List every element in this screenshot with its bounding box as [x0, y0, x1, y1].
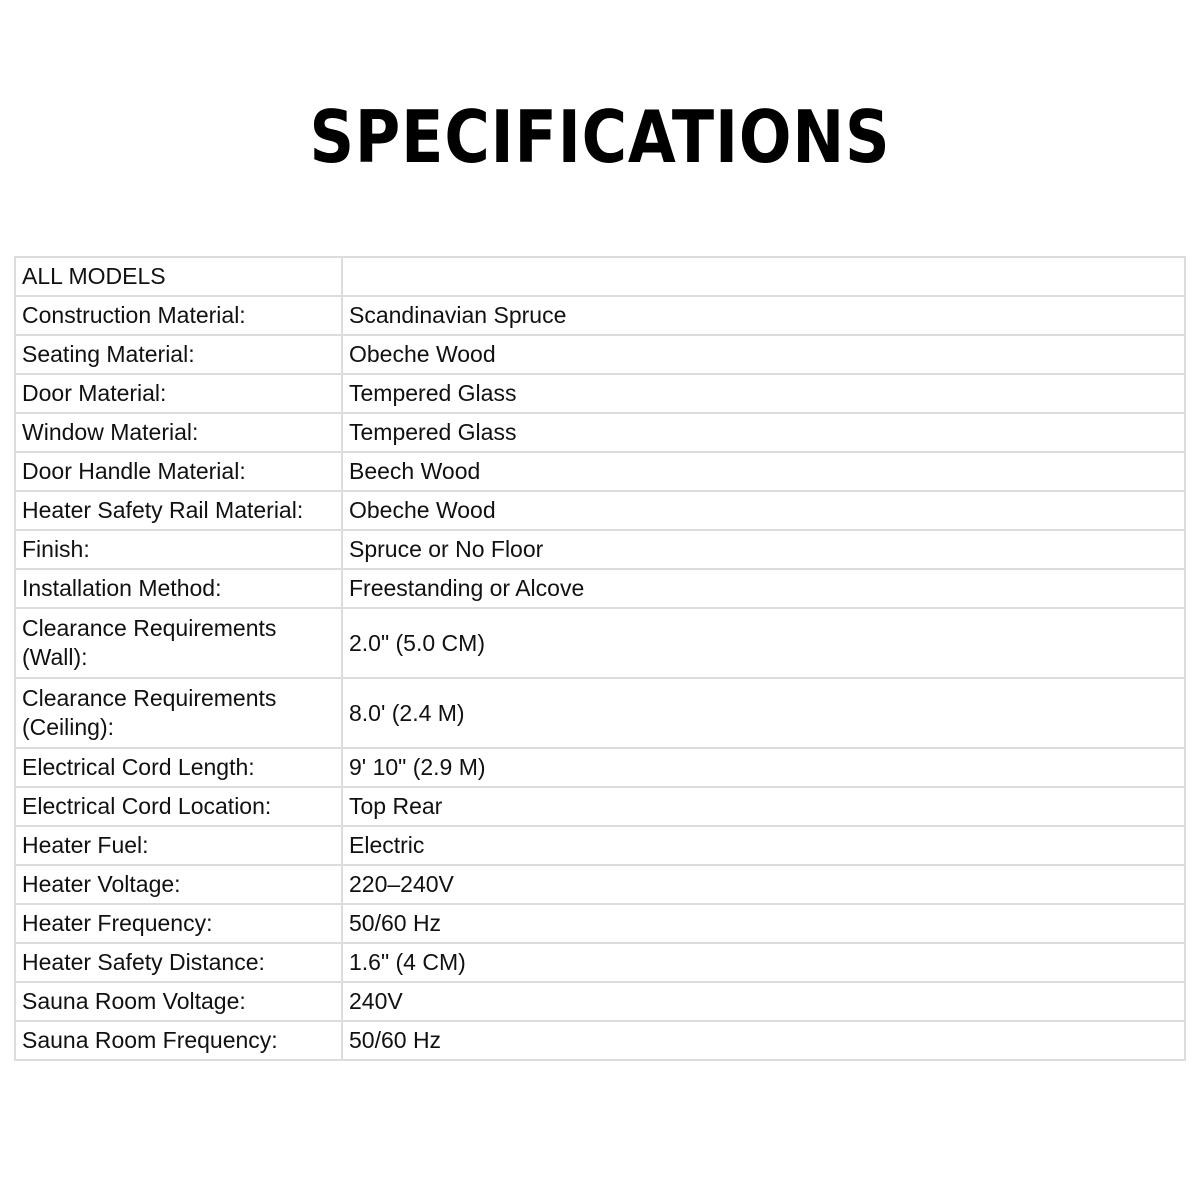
table-row	[15, 748, 1185, 787]
spec-label: Finish:	[15, 530, 342, 569]
spec-value: Tempered Glass	[342, 413, 1185, 452]
table-row	[15, 374, 1185, 413]
spec-value: 50/60 Hz	[342, 1021, 1185, 1060]
specifications-table	[14, 256, 1186, 1061]
spec-label: Electrical Cord Location:	[15, 787, 342, 826]
table-row	[15, 943, 1185, 982]
spec-label: Installation Method:	[15, 569, 342, 608]
spec-label: Electrical Cord Length:	[15, 748, 342, 787]
table-row	[15, 335, 1185, 374]
spec-label: Door Material:	[15, 374, 342, 413]
spec-value: 240V	[342, 982, 1185, 1021]
spec-value: Obeche Wood	[342, 491, 1185, 530]
table-row	[15, 1021, 1185, 1060]
spec-value: Top Rear	[342, 787, 1185, 826]
table-row	[15, 865, 1185, 904]
table-row	[15, 413, 1185, 452]
spec-value: Electric	[342, 826, 1185, 865]
table-row	[15, 678, 1185, 748]
table-row	[15, 904, 1185, 943]
table-header-row	[15, 257, 1185, 296]
spec-label: Heater Safety Rail Material:	[15, 491, 342, 530]
table-row	[15, 491, 1185, 530]
spec-value: 2.0" (5.0 CM)	[342, 608, 1185, 678]
table-row	[15, 452, 1185, 491]
spec-value: Obeche Wood	[342, 335, 1185, 374]
spec-label: Seating Material:	[15, 335, 342, 374]
table-row	[15, 530, 1185, 569]
table-row	[15, 826, 1185, 865]
table-header-label: ALL MODELS	[15, 257, 342, 296]
table-row	[15, 608, 1185, 678]
spec-value: Beech Wood	[342, 452, 1185, 491]
spec-value: Tempered Glass	[342, 374, 1185, 413]
spec-label: Clearance Requirements (Wall):	[15, 608, 342, 678]
spec-value: 9' 10" (2.9 M)	[342, 748, 1185, 787]
spec-value: Freestanding or Alcove	[342, 569, 1185, 608]
spec-label: Heater Fuel:	[15, 826, 342, 865]
spec-label: Heater Safety Distance:	[15, 943, 342, 982]
spec-value: 220–240V	[342, 865, 1185, 904]
spec-label: Construction Material:	[15, 296, 342, 335]
spec-label: Sauna Room Voltage:	[15, 982, 342, 1021]
table-row	[15, 982, 1185, 1021]
spec-value: Spruce or No Floor	[342, 530, 1185, 569]
spec-label: Clearance Requirements (Ceiling):	[15, 678, 342, 748]
spec-value: 1.6" (4 CM)	[342, 943, 1185, 982]
table-row	[15, 296, 1185, 335]
spec-label: Heater Voltage:	[15, 865, 342, 904]
table-row	[15, 569, 1185, 608]
spec-label: Sauna Room Frequency:	[15, 1021, 342, 1060]
spec-label: Door Handle Material:	[15, 452, 342, 491]
spec-value: 50/60 Hz	[342, 904, 1185, 943]
spec-label: Window Material:	[15, 413, 342, 452]
spec-value: Scandinavian Spruce	[342, 296, 1185, 335]
table-row	[15, 787, 1185, 826]
spec-value: 8.0' (2.4 M)	[342, 678, 1185, 748]
spec-label: Heater Frequency:	[15, 904, 342, 943]
page-title: SPECIFICATIONS	[309, 95, 891, 179]
table-header-value	[342, 257, 1185, 296]
